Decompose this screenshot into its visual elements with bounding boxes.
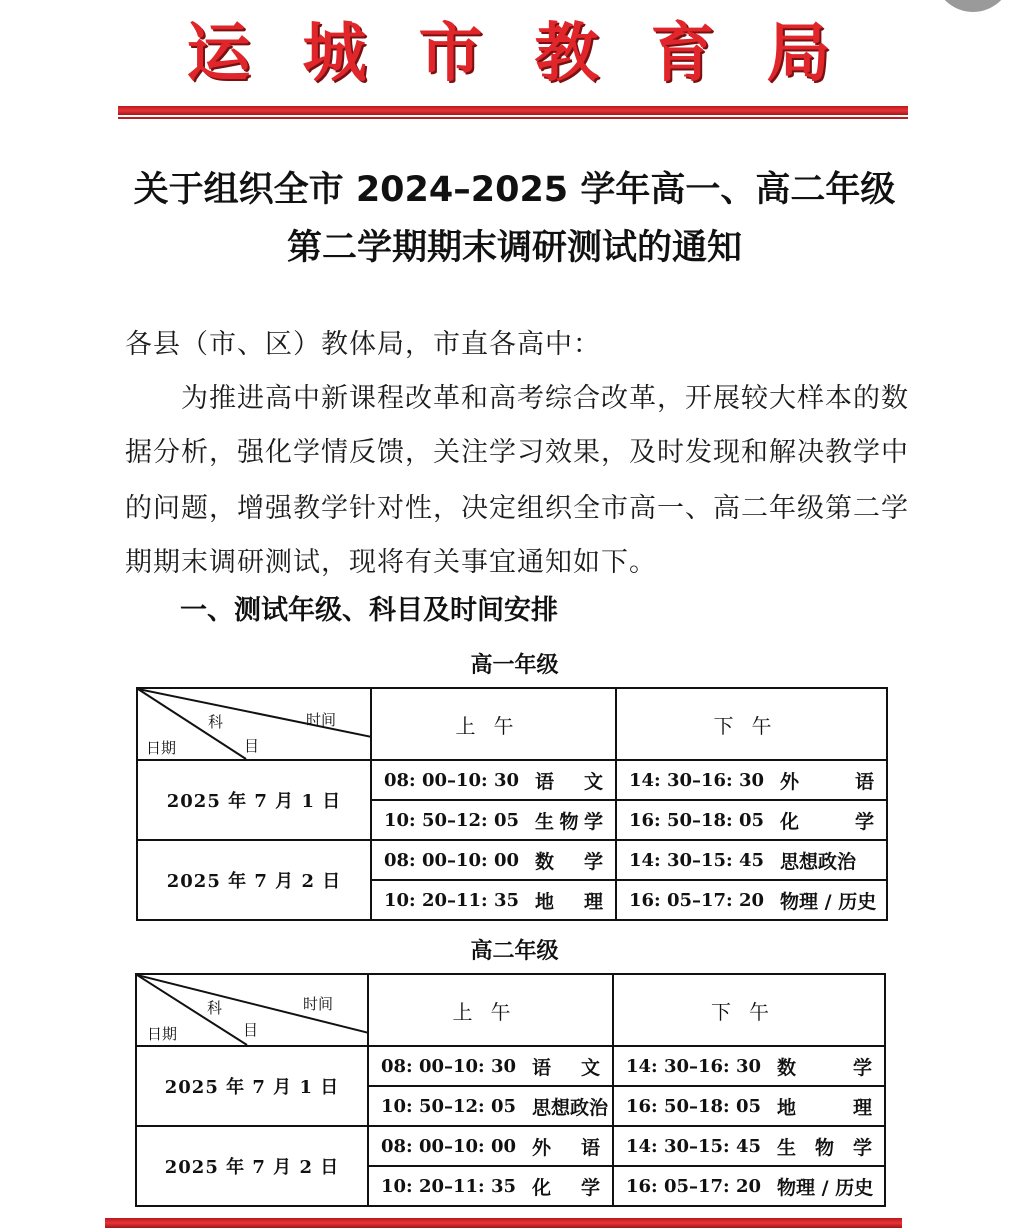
letterhead-red-rule (118, 106, 908, 115)
salutation: 各县（市、区）教体局，市直各高中： (125, 329, 601, 360)
overlay-button-edge (934, 0, 1012, 12)
table-header-row (137, 688, 887, 760)
notice-title-line-1: 关于组织全市 2024–2025 学年高一、高二年级 (133, 170, 896, 210)
column-header-morning: 上午 (368, 974, 613, 1046)
slot-time: 08: 00–10: 30 (384, 769, 520, 791)
table-row (136, 1126, 885, 1166)
corner-label-time: 时间 (303, 995, 334, 1013)
column-header-afternoon: 下午 (613, 974, 885, 1046)
grade-title: 高一年级 (470, 653, 559, 678)
slot-time: 08: 00–10: 00 (384, 849, 520, 871)
letterhead-org-name: 运城市教育局 (186, 17, 883, 91)
slot-subject: 语 文 (532, 1056, 600, 1079)
exam-slot (368, 1166, 613, 1206)
slot-subject: 生 物 学 (777, 1136, 872, 1159)
exam-slot (613, 1166, 885, 1206)
table-header-row (136, 974, 885, 1046)
exam-slot (368, 1046, 613, 1086)
footer-red-rule (105, 1218, 902, 1228)
slot-subject: 数 学 (535, 850, 603, 873)
date-cell: 2025 年 7 月 1 日 (137, 760, 371, 840)
slot-time: 10: 20–11: 35 (384, 889, 520, 911)
corner-label-subject: 目 (243, 1021, 259, 1039)
corner-label-date: 日期 (147, 1025, 178, 1043)
body-line: 据分析，强化学情反馈，关注学习效果，及时发现和解决教学中 (125, 437, 909, 468)
notice-title-line-2: 第二学期期末调研测试的通知 (286, 228, 742, 268)
slot-subject: 物理 / 历史 (777, 1176, 874, 1199)
table-row (136, 1046, 885, 1086)
slot-time: 08: 00–10: 30 (381, 1055, 517, 1077)
column-header-afternoon: 下午 (616, 688, 887, 760)
slot-subject: 化 学 (780, 810, 874, 833)
slot-time: 10: 20–11: 35 (381, 1175, 517, 1197)
exam-slot (368, 1126, 613, 1166)
exam-slot (616, 760, 887, 800)
exam-slot (371, 760, 616, 800)
slot-subject: 外 语 (780, 770, 874, 793)
corner-label-time: 时间 (306, 711, 337, 729)
exam-slot (371, 800, 616, 840)
slot-subject: 化 学 (532, 1176, 600, 1199)
section-heading: 一、测试年级、科目及时间安排 (180, 595, 558, 626)
slot-time: 14: 30–16: 30 (626, 1055, 762, 1077)
corner-label-date: 日期 (146, 739, 177, 757)
corner-label-subject: 科 (207, 999, 223, 1017)
slot-time: 08: 00–10: 00 (381, 1135, 517, 1157)
slot-subject: 思想政治 (780, 850, 857, 873)
date-cell: 2025 年 7 月 2 日 (137, 840, 371, 920)
slot-subject: 外 语 (532, 1136, 600, 1159)
exam-slot (613, 1086, 885, 1126)
slot-time: 10: 50–12: 05 (384, 809, 520, 831)
diagonal-header-cell (136, 974, 368, 1046)
exam-slot (616, 800, 887, 840)
date-cell: 2025 年 7 月 2 日 (136, 1126, 368, 1206)
slot-subject: 地 理 (777, 1096, 872, 1119)
slot-time: 14: 30–16: 30 (629, 769, 765, 791)
exam-slot (613, 1126, 885, 1166)
slot-time: 14: 30–15: 45 (626, 1135, 762, 1157)
exam-slot (613, 1046, 885, 1086)
slot-time: 10: 50–12: 05 (381, 1095, 517, 1117)
slot-time: 16: 05–17: 20 (626, 1175, 762, 1197)
table-row (137, 760, 887, 800)
slot-subject: 语 文 (535, 770, 603, 793)
date-cell: 2025 年 7 月 1 日 (136, 1046, 368, 1126)
exam-slot (371, 880, 616, 920)
corner-label-subject: 科 (208, 713, 224, 731)
grade-title: 高二年级 (470, 939, 559, 964)
slot-subject: 数 学 (777, 1056, 872, 1079)
exam-slot (368, 1086, 613, 1126)
diagonal-header-cell (137, 688, 371, 760)
schedule-table-grade-2 (135, 973, 886, 1207)
body-line: 期期末调研测试，现将有关事宜通知如下。 (125, 547, 657, 578)
column-header-morning: 上午 (371, 688, 616, 760)
exam-slot (616, 880, 887, 920)
slot-time: 16: 05–17: 20 (629, 889, 765, 911)
exam-slot (371, 840, 616, 880)
schedule-table-grade-1 (136, 687, 888, 921)
slot-time: 16: 50–18: 05 (626, 1095, 762, 1117)
body-line: 的问题，增强教学针对性，决定组织全市高一、高二年级第二学 (125, 493, 909, 524)
table-row (137, 840, 887, 880)
slot-subject: 生 物 学 (535, 810, 603, 833)
slot-subject: 思想政治 (532, 1096, 609, 1119)
slot-time: 14: 30–15: 45 (629, 849, 765, 871)
slot-time: 16: 50–18: 05 (629, 809, 765, 831)
corner-label-subject: 目 (244, 737, 260, 755)
slot-subject: 物理 / 历史 (780, 890, 877, 913)
slot-subject: 地 理 (535, 890, 603, 913)
body-line: 为推进高中新课程改革和高考综合改革，开展较大样本的数 (125, 383, 909, 414)
exam-slot (616, 840, 887, 880)
